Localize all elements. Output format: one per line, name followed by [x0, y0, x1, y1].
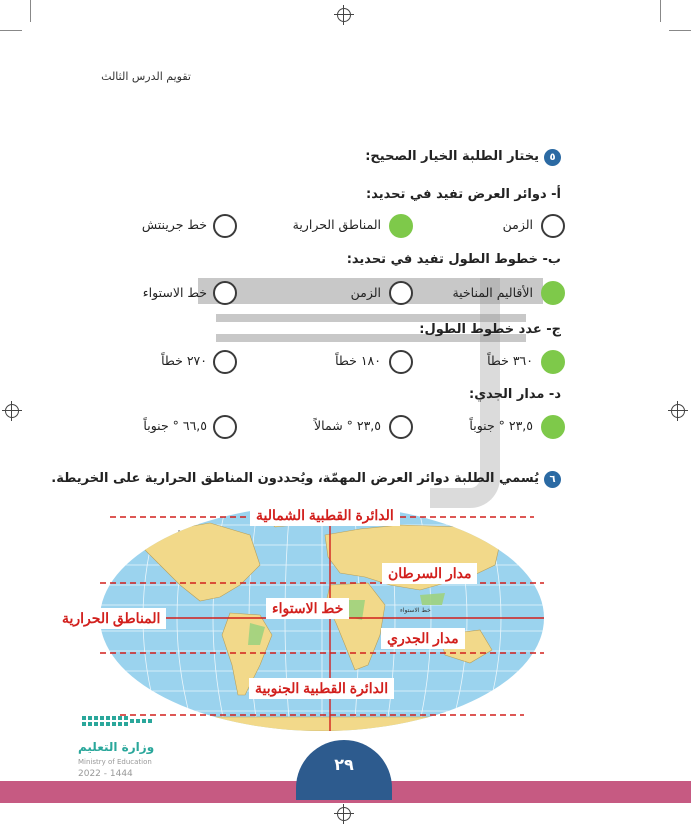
crop-mark: [660, 0, 661, 22]
option-label: الزمن: [502, 217, 533, 232]
option-radio[interactable]: [389, 350, 413, 374]
option-radio[interactable]: [213, 281, 237, 305]
option-label: ٢٣,٥ ° جنوباً: [469, 418, 533, 433]
tropic-of-cancer-label: مدار السرطان: [382, 563, 477, 584]
option-radio[interactable]: [541, 214, 565, 238]
option-radio-selected[interactable]: [389, 214, 413, 238]
equator-label: خط الاستواء: [266, 598, 349, 619]
antarctic-circle-label: الدائرة القطبية الجنوبية: [249, 678, 394, 699]
option-radio-selected[interactable]: [541, 281, 565, 305]
registration-mark-icon: [671, 404, 685, 418]
question-number-badge: ٦: [544, 471, 561, 488]
ministry-name-en: Ministry of Education: [78, 758, 152, 766]
equator-map-label: خط الاستواء: [400, 607, 431, 614]
option-label: المناطق الحرارية: [292, 217, 381, 232]
crop-mark: [30, 0, 31, 22]
question-5b-label: ب- خطوط الطول تفيد في تحديد:: [346, 252, 561, 267]
option-radio-selected[interactable]: [541, 350, 565, 374]
registration-mark-icon: [337, 807, 351, 821]
question-5-prompt: يختار الطلبة الخيار الصحيح:: [365, 149, 539, 164]
registration-mark-icon: [5, 404, 19, 418]
registration-mark-icon: [337, 8, 351, 22]
ministry-logo-icon: [82, 712, 156, 736]
question-number-badge: ٥: [544, 149, 561, 166]
page-number-badge: [296, 740, 392, 800]
option-label: الزمن: [350, 285, 381, 300]
tropic-of-capricorn-label: مدار الجدري: [381, 628, 465, 649]
option-radio[interactable]: [213, 350, 237, 374]
question-5a-label: أ- دوائر العرض تفيد في تحديد:: [366, 187, 561, 202]
question-5d-label: د- مدار الجدي:: [469, 387, 561, 402]
option-label: ١٨٠ خطاً: [335, 353, 381, 368]
question-5c-label: ج- عدد خطوط الطول:: [419, 322, 561, 337]
option-radio[interactable]: [213, 214, 237, 238]
option-label: ٦٦,٥ ° جنوباً: [143, 418, 207, 433]
option-radio[interactable]: [213, 415, 237, 439]
crop-mark: [0, 30, 22, 31]
lesson-header: تقويم الدرس الثالث: [101, 70, 191, 83]
question-6-prompt: يُسمي الطلبة دوائر العرض المهمّة، ويُحددون المناطق الحرارية على الخريطة.: [51, 471, 539, 486]
option-label: خط جرينتش: [141, 217, 207, 232]
edition-year: 2022 - 1444: [78, 769, 133, 779]
option-radio-selected[interactable]: [541, 415, 565, 439]
option-radio[interactable]: [389, 415, 413, 439]
option-label: خط الاستواء: [142, 285, 207, 300]
option-radio[interactable]: [389, 281, 413, 305]
ministry-name-ar: وزارة التعليم: [78, 740, 155, 754]
option-label: ٣٦٠ خطاً: [487, 353, 533, 368]
option-label: ٢٣,٥ ° شمالاً: [314, 418, 381, 433]
option-label: ٢٧٠ خطاً: [161, 353, 207, 368]
page-number: ٢٩: [334, 755, 354, 774]
option-label: الأقاليم المناخية: [452, 285, 533, 300]
thermal-zones-label: المناطق الحرارية: [56, 608, 166, 629]
crop-mark: [669, 30, 691, 31]
arctic-circle-label: الدائرة القطبية الشمالية: [250, 505, 400, 526]
